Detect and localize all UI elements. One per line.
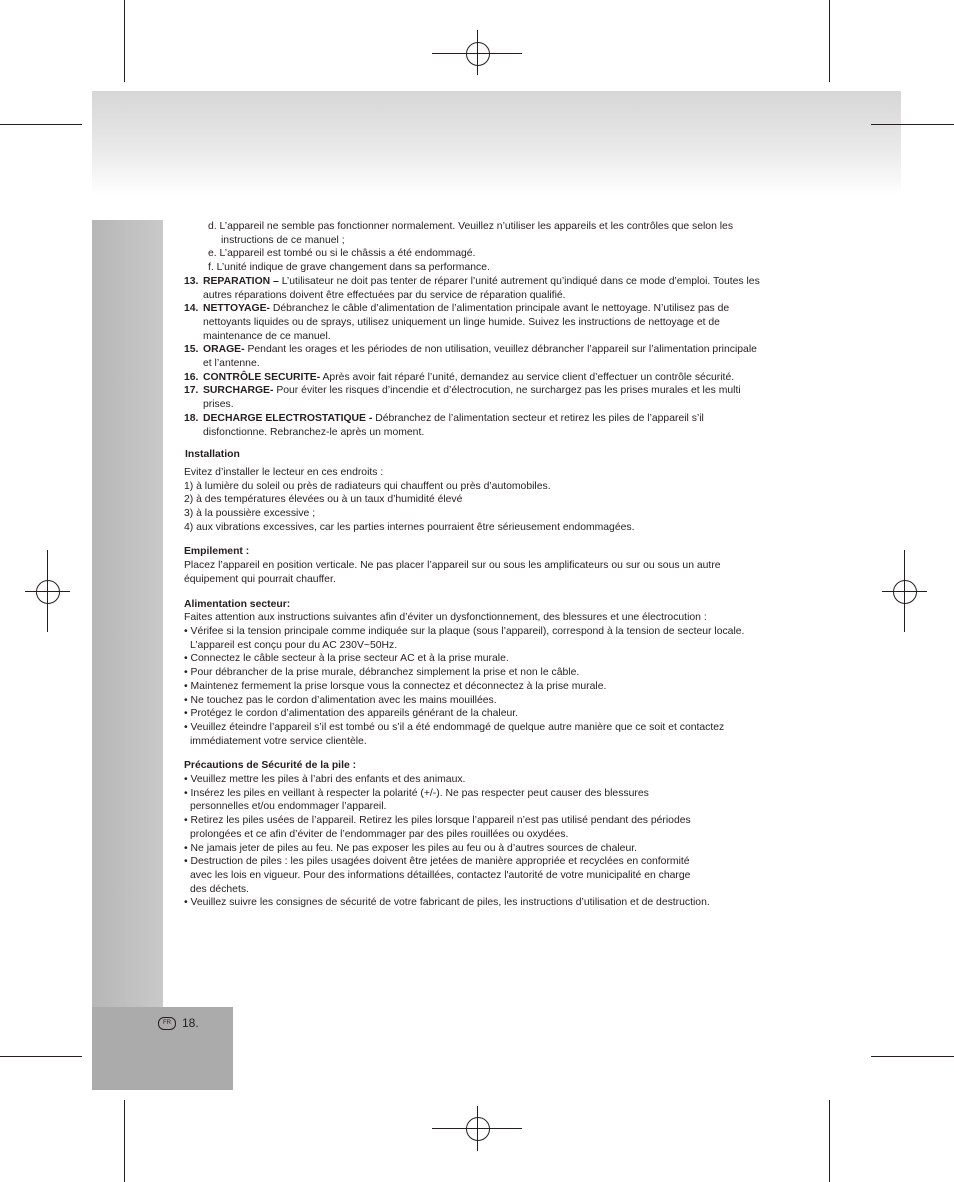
side-bar xyxy=(92,220,163,1007)
alimentation-item: • Ne touchez pas le cordon d’alimentation avec les mains mouillées. xyxy=(184,694,497,706)
page-number xyxy=(158,1016,199,1030)
piles-item: • Retirez les piles usées de l’appareil. Retirez les piles lorsque l’appareil n’est pas utilisé pendant des périodes prolongées et ce afin d’éviter de l’endommager par des piles rouillées ou oxydées. xyxy=(184,815,691,840)
item-17: 17. SURCHARGE- Pour éviter les risques d’incendie et d’électrocution, ne surchargez pas les prises murales et les multi prises. xyxy=(184,385,741,411)
item-16: 16. CONTRÔLE SECURITE- Après avoir fait réparé l’unité, demandez au service client d’effectuer un contrôle sécurité. xyxy=(184,371,735,383)
empilement-heading: Empilement : xyxy=(184,546,250,558)
sub-item-e: e. L’appareil est tombé ou si le châssis a été endommagé. xyxy=(208,248,476,260)
item-15: 15. ORAGE- Pendant les orages et les périodes de non utilisation, veuillez débrancher l’appareil sur l’alimentation principale et l’antenne. xyxy=(184,344,757,370)
installation-intro: Evitez d’installer le lecteur en ces endroits : xyxy=(184,466,384,478)
alimentation-item: • Connectez le câble secteur à la prise secteur AC et à la prise murale. xyxy=(184,653,509,665)
empilement-text: Placez l’appareil en position verticale. Ne pas placer l’appareil sur ou sous les amplificateurs ou sur ou sous un autre équipement qui pourrait chauffer. xyxy=(184,560,721,585)
installation-item: 3) à la poussière excessive ; xyxy=(184,508,316,520)
installation-item: 4) aux vibrations excessives, car les parties internes pourraient être sérieusement endommagées. xyxy=(184,521,635,533)
alimentation-intro: Faites attention aux instructions suivantes afin d’éviter un dysfonctionnement, des blessures et une électrocution : xyxy=(184,612,707,624)
page-number-text: 18. xyxy=(182,1016,199,1030)
item-18: 18. DECHARGE ELECTROSTATIQUE - Débranchez de l’alimentation secteur et retirez les piles de l’appareil s’il disfonctionne. Rebranchez-le après un moment. xyxy=(184,412,704,438)
alimentation-item: • Veuillez éteindre l’appareil s’il est tombé ou s’il a été endommagé de quelque autre manière que ce soit et contactez immédiatement votre service clientèle. xyxy=(184,721,725,747)
header-band xyxy=(92,91,901,195)
sub-list xyxy=(184,220,764,275)
piles-item: • Veuillez suivre les consignes de sécurité de votre fabricant de piles, les instructions d’utilisation et de destruction. xyxy=(184,897,710,909)
piles-heading: Précautions de Sécurité de la pile : xyxy=(184,760,357,772)
alimentation-item: • Protégez le cordon d’alimentation des appareils générant de la chaleur. xyxy=(184,708,519,720)
item-14: 14. NETTOYAGE- Débranchez le câble d’alimentation de l’alimentation principale avant le nettoyage. N’utilisez pas de nettoyants liquides ou de sprays, utilisez uniquement un linge humide. Suivez les instructions de nettoyage et de maintenance de ce manuel. xyxy=(184,303,730,342)
sub-item-d: d. L’appareil ne semble pas fonctionner normalement. Veuillez n’utiliser les appareils et les contrôles que selon les instructions de ce manuel ; xyxy=(208,221,734,246)
piles-item: • Ne jamais jeter de piles au feu. Ne pas exposer les piles au feu ou à d’autres sources de chaleur. xyxy=(184,842,638,854)
alimentation-item: • Pour débrancher de la prise murale, débranchez simplement la prise et non le câble. xyxy=(184,667,580,679)
installation-item: 2) à des températures élevées ou à un taux d’humidité élevé xyxy=(184,494,463,506)
alimentation-item: • Vérifee si la tension principale comme indiquée sur la plaque (sous l’appareil), correspond à la tension de secteur locale. L’appareil est conçu pour du AC 230V~50Hz. xyxy=(184,625,745,651)
piles-item: • Veuillez mettre les piles à l’abri des enfants et des animaux. xyxy=(184,774,466,786)
manual-text xyxy=(184,220,764,910)
language-badge-icon: FR xyxy=(158,1017,176,1030)
installation-item: 1) à lumière du soleil ou près de radiateurs qui chauffent ou près d’automobiles. xyxy=(184,480,551,492)
alimentation-heading: Alimentation secteur: xyxy=(184,598,291,610)
item-13: 13. REPARATION – L’utilisateur ne doit pas tenter de réparer l’unité autrement qu’indiqué dans ce mode d’emploi. Toutes les autres réparations doivent être effectuées par du service de réparation qualifié. xyxy=(184,275,760,301)
piles-item: • Destruction de piles : les piles usagées doivent être jetées de manière appropriée et recyclées en conformité avec les lois en vigueur. Pour des informations détaillées, contactez l'autorité de votre municipalité en charge des déchets. xyxy=(184,856,691,895)
sub-item-f: f. L’unité indique de grave changement dans sa performance. xyxy=(208,262,490,274)
alimentation-item: • Maintenez fermement la prise lorsque vous la connectez et déconnectez à la prise murale. xyxy=(184,680,607,692)
installation-heading: Installation xyxy=(185,449,240,461)
piles-item: • Insérez les piles en veillant à respecter la polarité (+/-). Ne pas respecter peut causer des blessures personnelles et/ou endommager l’appareil. xyxy=(184,787,649,813)
